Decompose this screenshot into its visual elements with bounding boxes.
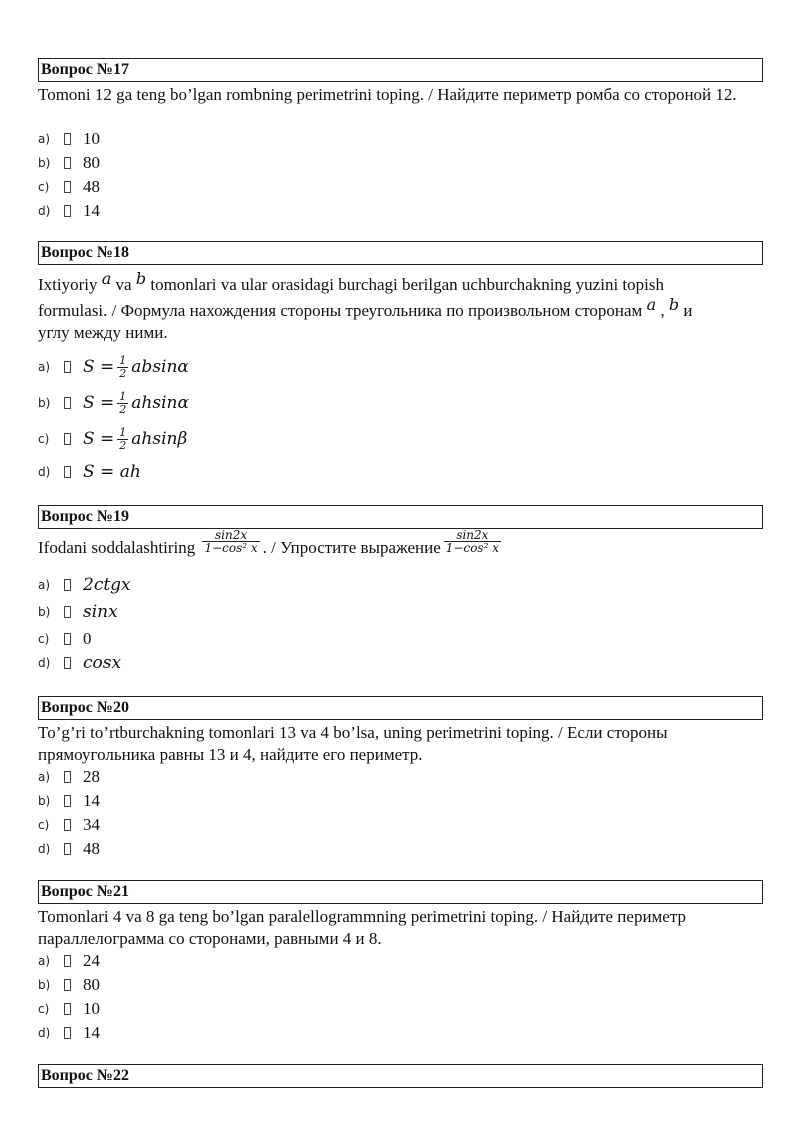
text-part: и xyxy=(679,301,693,320)
variable-b: b xyxy=(668,295,680,314)
option-value: 24 xyxy=(83,951,100,970)
option-label: d) xyxy=(38,1026,51,1040)
variable-b: b xyxy=(135,269,147,288)
fraction-denominator: 1−cos² x xyxy=(204,540,258,555)
option-value: S = ah xyxy=(83,462,141,482)
fraction-denominator: 2 xyxy=(119,438,127,452)
option-value: 10 xyxy=(83,129,100,148)
fraction-numerator: 1 xyxy=(119,353,127,367)
text-part: Ixtiyoriy xyxy=(38,275,102,294)
option-20-d[interactable] xyxy=(38,838,100,860)
checkbox-icon[interactable] xyxy=(64,955,71,967)
checkbox-icon[interactable] xyxy=(64,205,71,217)
checkbox-icon[interactable] xyxy=(64,157,71,169)
text-part: va xyxy=(111,275,136,294)
checkbox-icon[interactable] xyxy=(64,771,71,783)
checkbox-icon[interactable] xyxy=(64,433,71,445)
option-20-a[interactable] xyxy=(38,766,100,788)
option-value: cosx xyxy=(83,653,122,673)
question-text-17: Tomoni 12 ga teng bo’lgan rombning perimetrini toping. / Найдите периметр ромба со стороной 12. xyxy=(38,85,737,104)
option-18-a[interactable] xyxy=(38,352,189,382)
text-part: Ifodani soddalashtiring xyxy=(38,538,200,557)
checkbox-icon[interactable] xyxy=(64,657,71,669)
question-header-22: Вопрос №22 xyxy=(38,1064,763,1088)
option-label: a) xyxy=(38,770,51,784)
option-label: b) xyxy=(38,794,51,808)
checkbox-icon[interactable] xyxy=(64,633,71,645)
option-value: 28 xyxy=(83,767,100,786)
option-value: 14 xyxy=(83,1023,100,1042)
text-part: , xyxy=(656,301,669,320)
option-17-a[interactable] xyxy=(38,128,100,150)
option-label: b) xyxy=(38,605,51,619)
option-19-c[interactable] xyxy=(38,628,92,650)
formula-lhs: S = xyxy=(83,393,115,413)
option-value: 14 xyxy=(83,201,100,220)
option-value: sinx xyxy=(83,602,118,622)
checkbox-icon[interactable] xyxy=(64,181,71,193)
option-18-c[interactable] xyxy=(38,424,187,454)
option-value: 80 xyxy=(83,975,100,994)
checkbox-icon[interactable] xyxy=(64,819,71,831)
option-19-d[interactable] xyxy=(38,652,121,674)
checkbox-icon[interactable] xyxy=(64,1003,71,1015)
option-value: 34 xyxy=(83,815,100,834)
fraction-numerator: sin2x xyxy=(214,527,248,542)
option-17-b[interactable] xyxy=(38,152,100,174)
option-21-b[interactable] xyxy=(38,974,100,996)
option-label: d) xyxy=(38,842,51,856)
question-header-17: Вопрос №17 xyxy=(38,58,763,82)
option-label: b) xyxy=(38,978,51,992)
option-21-a[interactable] xyxy=(38,950,100,972)
question-text-20: To’g’ri to’rtburchakning tomonlari 13 va 4 bo’lsa, uning perimetrini toping. / Если стороны прямоугольника равны 13 и 4, найдите его периметр. xyxy=(38,723,668,764)
formula-rhs: ahsinβ xyxy=(131,429,188,449)
checkbox-icon[interactable] xyxy=(64,1027,71,1039)
formula-lhs: S = xyxy=(83,357,115,377)
formula-rhs: ahsinα xyxy=(131,393,189,413)
fraction-half xyxy=(117,391,128,416)
question-text-21: Tomonlari 4 va 8 ga teng bo’lgan paralellogrammning perimetrini toping. / Найдите периметр параллелограмма со сторонами, равными 4 и 8. xyxy=(38,907,686,948)
formula-lhs: S = xyxy=(83,429,115,449)
fraction-expression xyxy=(444,529,501,554)
fraction-numerator: sin2x xyxy=(456,527,489,542)
question-header-18: Вопрос №18 xyxy=(38,241,763,265)
option-label: c) xyxy=(38,432,50,446)
option-label: c) xyxy=(38,632,50,646)
checkbox-icon[interactable] xyxy=(64,579,71,591)
option-21-d[interactable] xyxy=(38,1022,100,1044)
option-value: 48 xyxy=(83,839,100,858)
fraction-numerator: 1 xyxy=(119,389,127,403)
option-label: a) xyxy=(38,132,51,146)
option-label: c) xyxy=(38,818,50,832)
question-header-20: Вопрос №20 xyxy=(38,696,763,720)
checkbox-icon[interactable] xyxy=(64,843,71,855)
option-19-a[interactable] xyxy=(38,574,131,596)
fraction-denominator: 1−cos² x xyxy=(445,540,499,555)
option-20-b[interactable] xyxy=(38,790,100,812)
option-label: d) xyxy=(38,204,51,218)
option-18-d[interactable] xyxy=(38,461,141,483)
checkbox-icon[interactable] xyxy=(64,606,71,618)
checkbox-icon[interactable] xyxy=(64,979,71,991)
checkbox-icon[interactable] xyxy=(64,397,71,409)
option-18-b[interactable] xyxy=(38,388,189,418)
fraction-expression xyxy=(202,529,259,554)
question-text-19 xyxy=(38,527,768,566)
option-label: a) xyxy=(38,578,51,592)
option-label: b) xyxy=(38,156,51,170)
question-header-19: Вопрос №19 xyxy=(38,505,763,529)
option-label: a) xyxy=(38,954,51,968)
option-20-c[interactable] xyxy=(38,814,100,836)
text-part: tomonlari va ular orasidagi burchagi berilgan uchburchakning yuzini topish xyxy=(146,275,664,294)
option-value: 10 xyxy=(83,999,100,1018)
checkbox-icon[interactable] xyxy=(64,795,71,807)
checkbox-icon[interactable] xyxy=(64,361,71,373)
fraction-half xyxy=(117,427,128,452)
option-17-d[interactable] xyxy=(38,200,100,222)
text-part: углу между ними. xyxy=(38,323,168,342)
option-17-c[interactable] xyxy=(38,176,100,198)
question-header-21: Вопрос №21 xyxy=(38,880,763,904)
option-label: d) xyxy=(38,656,51,670)
checkbox-icon[interactable] xyxy=(64,466,71,478)
option-value: 2ctgx xyxy=(83,575,131,595)
option-label: a) xyxy=(38,360,51,374)
fraction-denominator: 2 xyxy=(119,366,127,380)
option-19-b[interactable] xyxy=(38,601,118,623)
fraction-half xyxy=(117,355,128,380)
variable-a: a xyxy=(646,295,657,314)
checkbox-icon[interactable] xyxy=(64,133,71,145)
option-value: 14 xyxy=(83,791,100,810)
option-value: 0 xyxy=(83,629,92,648)
text-part: . / Упростите выражение xyxy=(262,538,441,557)
fraction-numerator: 1 xyxy=(119,425,127,439)
option-label: d) xyxy=(38,465,51,479)
text-part: formulasi. / Формула нахождения стороны треугольника по произвольном сторонам xyxy=(38,301,647,320)
variable-a: a xyxy=(101,269,112,288)
fraction-denominator: 2 xyxy=(119,402,127,416)
option-21-c[interactable] xyxy=(38,998,100,1020)
option-label: c) xyxy=(38,180,50,194)
question-text-18 xyxy=(38,269,768,342)
option-label: c) xyxy=(38,1002,50,1016)
formula-rhs: absinα xyxy=(131,357,189,377)
option-value: 80 xyxy=(83,153,100,172)
option-label: b) xyxy=(38,396,51,410)
option-value: 48 xyxy=(83,177,100,196)
